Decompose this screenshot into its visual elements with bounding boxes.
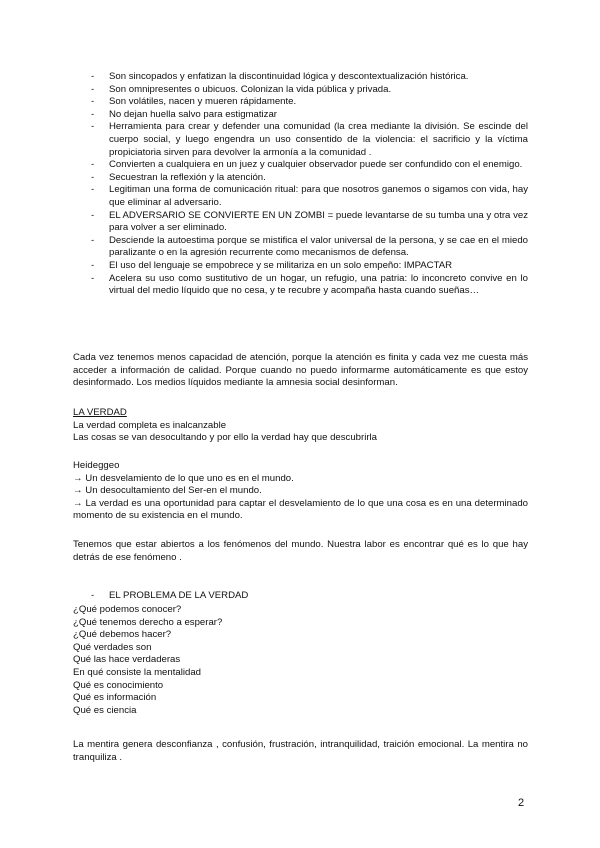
bullet-dash: -: [91, 184, 95, 196]
list-item: [86, 96, 528, 109]
question-line: Qué las hace verdaderas: [73, 654, 181, 666]
heidegger-item: → Un desocultamiento del Ser-en el mundo.: [73, 485, 262, 497]
list-item-text: Acelera su uso como sustitutivo de un hogar, un refugio, una patria: lo inconcreto convive en lo virtual del medio líquido que no cesa, y te recubre y acompaña hasta cuando sueñas…: [109, 272, 528, 297]
list-item: [86, 121, 528, 159]
list-item: [86, 71, 528, 84]
list-item: [86, 210, 528, 235]
list-item: [86, 172, 528, 185]
bullet-dash: -: [91, 83, 95, 95]
list-item: [86, 260, 528, 273]
truth-heading: LA VERDAD: [73, 407, 127, 418]
question-line: ¿Qué debemos hacer?: [73, 629, 172, 641]
questions-list: [73, 604, 528, 717]
phenomena-paragraph: Tenemos que estar abiertos a los fenómenos del mundo. Nuestra labor es encontrar qué es lo que hay detrás de ese fenómeno .: [73, 539, 528, 563]
lie-paragraph: La mentira genera desconfianza , confusión, frustración, intranquilidad, traición emocional. La mentira no tranquiliza .: [73, 739, 528, 763]
list-item: [86, 184, 528, 209]
list-item-text: No dejan huella salvo para estigmatizar: [109, 108, 277, 120]
list-item-text: Legitiman una forma de comunicación ritual: para que nosotros ganemos o sigamos con vida, hay que eliminar al adversario.: [109, 184, 528, 208]
list-item-text: EL ADVERSARIO SE CONVIERTE EN UN ZOMBI = puede levantarse de su tumba una y otra vez para volver a ser eliminado.: [109, 209, 528, 234]
bullet-dash: -: [91, 96, 95, 108]
bullet-dash: -: [91, 590, 95, 601]
list-item: [86, 235, 528, 260]
attention-paragraph: Cada vez tenemos menos capacidad de atención, porque la atención es finita y cada vez me cuesta más acceder a información de calidad. Porque cuando no puedo informarme automáticamente es que estoy desinformado. Los medios líquidos mediante la amnesia social desinforman.: [73, 352, 528, 389]
characteristics-list: [86, 71, 528, 298]
list-item-text: Desciende la autoestima porque se mistifica el valor universal de la persona, y se cae en el miedo paralizante o en la agresión recurrente como mecanismos de defensa.: [109, 234, 528, 259]
bullet-dash: -: [91, 234, 95, 246]
question-line: Qué es conocimiento: [73, 679, 164, 691]
question-line: Qué es ciencia: [73, 704, 137, 716]
bullet-dash: -: [91, 171, 95, 183]
list-item-text: Son sincopados y enfatizan la discontinuidad lógica y descontextualización histórica.: [109, 71, 469, 82]
bullet-dash: -: [91, 71, 95, 82]
page-number: 2: [518, 797, 525, 809]
truth-line: Las cosas se van desocultando y por ello la verdad hay que descubrirla: [73, 432, 377, 444]
list-item-text: El uso del lenguaje se empobrece y se militariza en un solo empeño: IMPACTAR: [109, 259, 453, 271]
bullet-dash: -: [91, 108, 95, 120]
heidegger-item: → Un desvelamiento de lo que uno es en el mundo.: [73, 472, 294, 484]
truth-line: La verdad completa es inalcanzable: [73, 419, 227, 431]
bullet-dash: -: [91, 259, 95, 271]
list-item-text: Herramienta para crear y defender una comunidad (la crea mediante la división. Se escinde del cuerpo social, y luego engendra un uso consentido de la violencia: el sacrificio y la víctima propiciatoria sirven para devolver la armonía a la comunidad .: [109, 121, 528, 158]
bullet-dash: -: [91, 209, 95, 221]
question-line: ¿Qué tenemos derecho a esperar?: [73, 616, 223, 628]
bullet-dash: -: [91, 121, 95, 133]
heidegger-section: [73, 460, 528, 523]
list-item: [86, 109, 528, 122]
heidegger-title: Heideggeo: [73, 460, 120, 471]
list-item: [86, 159, 528, 172]
list-item: [86, 273, 528, 298]
list-item-text: Son volátiles, nacen y mueren rápidamente.: [109, 96, 297, 108]
list-item: [86, 84, 528, 97]
question-line: En qué consiste la mentalidad: [73, 666, 201, 678]
question-line: Qué es información: [73, 692, 157, 704]
question-line: Qué verdades son: [73, 641, 152, 653]
list-item-text: Secuestran la reflexión y la atención.: [109, 171, 266, 183]
bullet-dash: -: [91, 159, 95, 171]
list-item-text: Convierten a cualquiera en un juez y cualquier observador puede ser confundido con el enemigo.: [109, 159, 523, 171]
truth-problem-title: EL PROBLEMA DE LA VERDAD: [109, 590, 249, 601]
bullet-dash: -: [91, 272, 95, 284]
list-item-text: Son omnipresentes o ubicuos. Colonizan la vida pública y privada.: [109, 83, 392, 95]
truth-problem-heading: [86, 590, 248, 603]
heidegger-item: → La verdad es una oportunidad para captar el desvelamiento de lo que una cosa es en una determinado momento de su existencia en el mundo.: [73, 497, 528, 522]
question-line: ¿Qué podemos conocer?: [73, 604, 182, 615]
truth-section: [73, 407, 528, 445]
